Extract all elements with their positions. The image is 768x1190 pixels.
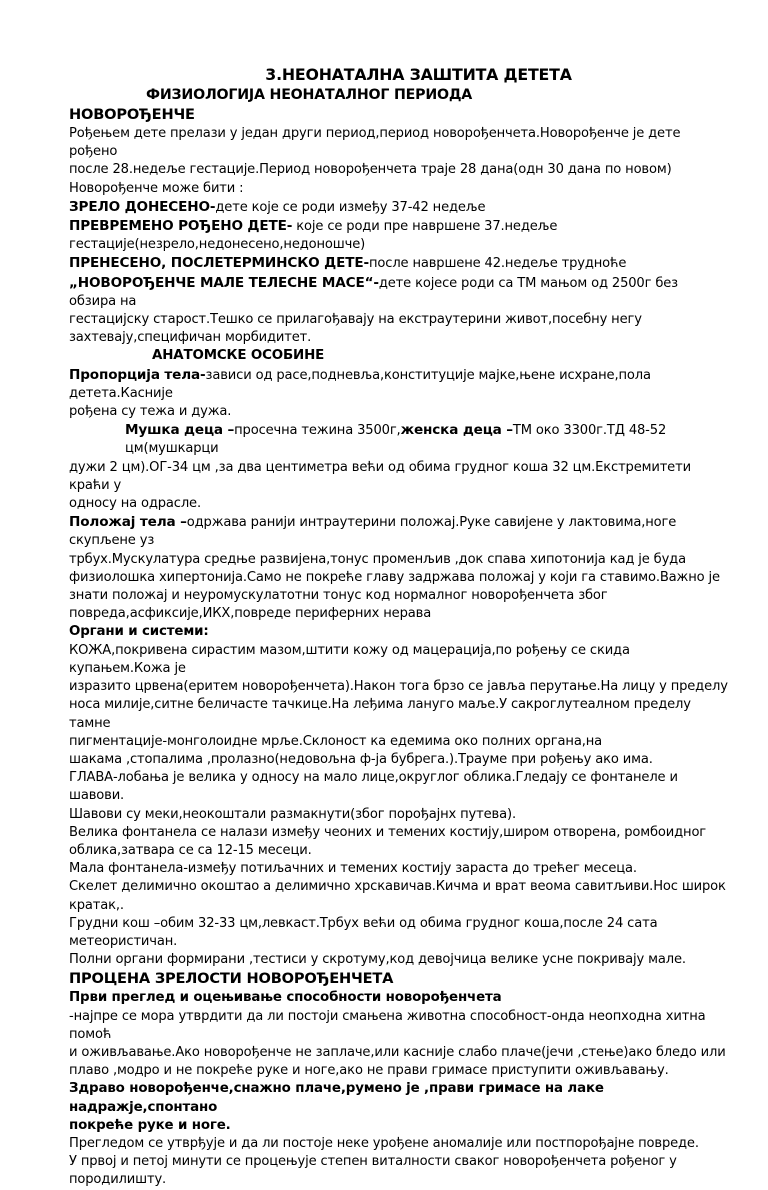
healthy-newborn-paragraph [69,1080,728,1135]
text-line: односу на одрасле. [69,496,201,512]
term: ПРЕВРЕМЕНО РОЂЕНО ДЕТЕ- [69,218,293,235]
text-line: облика,затвара се са 12-15 месеци. [69,842,312,858]
newborn-type-postterm [69,254,728,273]
newborn-type-mature [69,198,728,217]
text-line: после навршене 42.недеље трудноће [369,256,627,272]
text-line: Шавови су меки,неокоштали размакнути(због порођајнх путева). [69,806,516,822]
text-line: покреће руке и ноге. [69,1117,231,1133]
proportion-paragraph [69,366,728,422]
text-line: Рођењем дете прелази у један други период,период новорођенчета.Новорођенче је дете рођено [69,126,681,160]
text-line: захтевају,специфичан морбидитет. [69,330,312,346]
text-line: Здраво новорођенче,снажно плаче,румено је ,прави гримасе на лаке надражје,спонтано [69,1081,604,1115]
text-line: Скелет делимично окоштао а делимично хрскавичав.Кичма и врат веома савитљиви.Нос широк [69,879,726,895]
term: Мушка деца – [125,422,235,439]
text-line: шакама ,стопалима ,пролазно(недовољна ф-ја бубрега.).Трауме при рођењу ако има. [69,751,653,767]
text-line: Мала фонтанела-између потиљачних и темених костију зараста до трећег месеца. [69,861,637,877]
text-line: Новорођенче може бити : [69,180,244,196]
text-run: просечна тежина 3500г, [234,423,401,439]
text-line: рођена су тежа и дужа. [69,404,232,420]
text-line: одржава ранији интраутерини положај.Руке савијене у лактовима,ноге скупљене уз [69,515,677,549]
text-line: -најпре се мора утврдити да ли постоји смањена животна способност-онда неопходна хитна помоћ [69,1008,706,1042]
term: „НОВОРОЂЕНЧЕ МАЛЕ ТЕЛЕСНЕ МАСЕ“- [69,274,379,291]
text-line: трбух.Мускулатура средње развијена,тонус променљив ,док спава хипотонија кад је буда [69,551,686,567]
document-subtitle: ФИЗИОЛОГИЈА НЕОНАТАЛНОГ ПЕРИОДА [146,87,473,103]
anatomy-heading: АНАТОМСКЕ ОСОБИНЕ [152,348,325,364]
text-line: метеористичан. [69,933,178,949]
position-paragraph [69,513,728,623]
text-line: Полни органи формирани ,тестиси у скротуму,код девојчица велике усне покривају мале. [69,952,686,968]
text-line: знати положај и неуромускулатотни тонус код нормалног новорођенчета због [69,588,608,604]
text-line: носа милије,ситне беличасте тачкице.На леђима лануго маље.У сакроглутеалном пределу тамне [69,697,691,731]
text-line: гестацијску старост.Тешко се прилагођавају на екстраутерини живот,посебну негу [69,312,642,328]
term: ПРЕНЕСЕНО, ПОСЛЕТЕРМИНСКО ДЕТЕ- [69,255,369,272]
text-line: које се роди пре навршене 37.недеље [292,219,558,235]
organs-heading: Органи и системи: [69,624,209,640]
text-line: физиолошка хипертонија.Само не покреће главу задржава положај у који га ставимо.Важно је [69,569,720,585]
text-line: У првој и петој минути се процењује степен виталности сваког новорођенчета рођеног у [69,1154,677,1170]
intro-paragraph [69,125,728,198]
term: женска деца – [400,422,513,439]
text-line: после 28.недеље гестације.Период новорођенчета траје 28 дана(одн 30 дана по новом) [69,162,672,178]
organs-paragraph [69,642,728,970]
text-line: повреда,асфиксије,ИКХ,повреде периферних нерава [69,606,432,622]
document-title: 3.НЕОНАТАЛНА ЗАШТИТА ДЕТЕТА [265,65,572,84]
text-line: дете којесе роди са ТМ мањом од 2500г без обзира на [69,275,678,309]
section-heading-maturity: ПРОЦЕНА ЗРЕЛОСТИ НОВОРОЂЕНЧЕТА [69,970,394,988]
final-paragraph [69,1135,728,1190]
newborn-type-premature [69,217,728,254]
exam-paragraph [69,1008,728,1081]
text-line: Грудни кош –обим 32-33 цм,левкаст.Трбух већи од обима грудног коша,после 24 сата [69,915,658,931]
text-line: и оживљавање.Ако новорођенче не заплаче,или касније слабо плаче(јечи ,стење)ако бледо или [69,1044,726,1060]
exam-heading: Први преглед и оцењивање способности новорођенчета [69,990,502,1006]
text-line: зависи од расе,подневља,конституције мајке,њене исхране,пола детета.Касније [69,367,651,401]
text-line: Прегледом се утврђује и да ли постоје неке урођене аномалије или постпорођајне повреде. [69,1135,699,1151]
section-heading-newborn: НОВОРОЂЕНЧЕ [69,106,195,123]
text-line: плаво ,модро и не покреће руке и ноге,ако не прави гримасе приступити оживљавању. [69,1063,669,1079]
text-line: дужи 2 цм).ОГ-34 цм ,за два центиметра већи од обима грудног коша 32 цм.Екстремитети краћи у [69,459,691,493]
text-line: КОЖА,покривена сирастим мазом,штити кожу од мацерација,по рођењу се скида купањем.Кожа је [69,642,630,676]
text-line: пигментације-монголоидне мрље.Склоност ка едемима око полних органа,на [69,733,602,749]
newborn-type-low-birth-weight [69,274,728,348]
text-line: гестације(незрело,недонесено,недоношче) [69,237,366,253]
term: Пропорција тела- [69,366,206,383]
text-line: дете које се роди између 37-42 недеље [215,199,486,215]
text-line: ГЛАВА-лобања је велика у односу на мало лице,округлог облика.Гледају се фонтанеле и шавови. [69,770,678,804]
text-line: кратак,. [69,897,124,913]
text-line: Велика фонтанела се налази између чеоних и темених костију,широм отворена, ромбоидног [69,824,707,840]
text-line: изразито црвена(еритем новорођенчета).Након тога брзо се јавља перутање.На лицу у пределу [69,679,728,695]
text-line: породилишту. [69,1172,167,1188]
weight-paragraph [69,421,728,513]
text-run: ТМ око 3300г.ТД 48-52 цм(мушкарци [125,423,667,457]
term: Положај тела – [69,514,187,531]
term: ЗРЕЛО ДОНЕСЕНО- [69,198,216,215]
